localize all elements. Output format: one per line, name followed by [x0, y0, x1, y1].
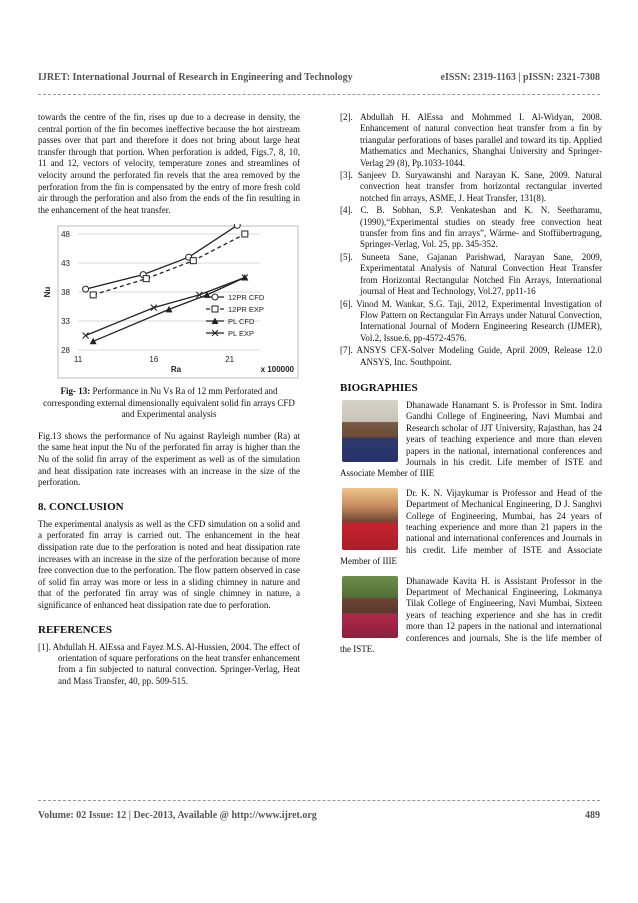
reference-5: [5]. Suneeta Sane, Gajanan Parishwad, Narayan Sane, 2009, Experimentatal Analysis of Natural Convection Heat Transfer from Horizontal Rectangular Notched Fin Arrays, International journal of Heat and Technology, Vol.27, pp11-16 — [340, 251, 602, 297]
data-point — [212, 294, 218, 300]
bio-text: Dhanawade Hanamant S. is Professor in Smt. Indira Gandhi College of Engineering, Navi Mumbai and Research scholar of JJT University, Rajasthan, has 24 years of teaching experience and more than eleven papers in the national, international conferences and Journals in his credit. Life member of ISTE and Associate Member of IIIE — [340, 399, 602, 479]
y-tick-label: 43 — [61, 259, 70, 269]
x-tick-label: 16 — [149, 355, 159, 365]
data-point — [190, 258, 196, 264]
reference-2: [2]. Abdullah H. AlEssa and Mohmmed I. Al-Widyan, 2008. Enhancement of natural convection heat transfer from a fin by triangular perforations of bases parallel and toward its tip. Applied Mathematics and Mechanics, Shanghai University and Springer-Verlag 29 (8), Pp.1033-1044. — [340, 112, 602, 168]
header-rule — [38, 94, 600, 95]
reference-4: [4]. C. B. Sobhan, S.P. Venkateshan and K. N. Seetharamu, (1990),“Experimental studies on steady free convection heat transfer from fins and fin arrays”, Wärme- and Stoffübertragung, Springer-Verlag, Vol. 25, pp. 345-352. — [340, 205, 602, 250]
intro-paragraph: towards the centre of the fin, rises up due to a decrease in density, the central portion of the fin becomes ineffective because the hot airstream passes over that part and therefore it does not bring about large heat transfer through that portion. When perforation is added, Figs.7, 8, 10, 11 and 12, vectors of velocity, temperature zones and streamlines of velocity around the perforated fin revels that the area removed by the perforation from the fin is compensated by the entry of more fresh cold air through the perforation and also from the ends of the fin resulting in the enhancement of the heat transfer. — [38, 112, 300, 215]
author-photo — [342, 576, 398, 638]
y-tick-label: 48 — [61, 230, 70, 240]
x-axis-label: Ra — [170, 365, 182, 375]
bio-2 — [340, 488, 602, 568]
bio-1 — [340, 400, 602, 480]
x-tick-label: 21 — [225, 355, 235, 365]
nu-vs-ra-chart — [38, 224, 300, 380]
figure-caption — [38, 386, 300, 421]
issn: eISSN: 2319-1163 | pISSN: 2321-7308 — [440, 72, 600, 83]
conclusion-heading: 8. CONCLUSION — [38, 500, 124, 513]
data-point — [234, 224, 240, 228]
references-heading: REFERENCES — [38, 623, 112, 636]
figure-caption-text: Performance in Nu Vs Ra of 12 mm Perforated and corresponding external dimensionally equivalent solid fin arrays CFD and Experimental analysis — [43, 386, 295, 420]
chart-svg — [38, 224, 300, 380]
author-photo — [342, 488, 398, 550]
footer-rule — [38, 800, 600, 801]
reference-1: [1]. Abdullah H. AlEssa and Fayez M.S. Al-Hussien, 2004. The effect of orientation of square perforations on the heat transfer enhancement from a fin subjected to natural convection. Springer-Verlag, Heat and Mass Transfer, 40, pp. 509-515. — [38, 641, 300, 686]
x-axis-multiplier: x 100000 — [260, 365, 294, 375]
bio-text: Dr. K. N. Vijaykumar is Professor and Head of the Department of Mechanical Engineering, D J. Sanghvi College of Engineering, Mumbai, has 24 years of teaching experience and more than 21 papers in the national and international conferences and Journals in his credit. Life member of ISTE and Associate Member of IIIE — [340, 487, 602, 567]
data-point — [143, 276, 149, 282]
chart-frame — [58, 226, 298, 378]
fig-paragraph: Fig.13 shows the performance of Nu against Rayleigh number (Ra) at the same heat input the Nu of the perforated fin array is higher than the Nu of the solid fin array of the experiment as well as of the simulation and heat dissipation rate increases with an increase in the size of the perforation. — [38, 430, 300, 488]
footer-volume: Volume: 02 Issue: 12 | Dec-2013, Available @ http://www.ijret.org — [38, 810, 317, 821]
reference-7: [7]. ANSYS CFX-Solver Modeling Guide, April 2009, Release 12.0 ANSYS, Inc. Southpoint. — [340, 345, 602, 367]
legend-entry: PL CFD — [228, 317, 255, 327]
reference-6: [6]. Vinod M. Wankar, S.G. Taji, 2012, Experimental Investigation of Flow Pattern on Rectangular Fin Arrays under Natural Convection, International Journal of Modern Engineering Research (IJMER), Vol.2, Issue.6, pp-4572-4576. — [340, 298, 602, 343]
bio-3 — [340, 576, 602, 656]
bio-text: Dhanawade Kavita H. is Assistant Professor in the Department of Mechanical Engineering, Lokmanya Tilak College of Engineering, Navi Mumbai, Sixteen years of teaching experience and she has in credit more than 12 papers in the national and international conferences and journals, She is the life member of the ISTE. — [340, 575, 602, 655]
biographies-heading: BIOGRAPHIES — [340, 381, 418, 394]
figure-caption-label: Fig- 13: — [60, 386, 91, 397]
page-header — [38, 72, 600, 83]
data-point — [83, 286, 89, 292]
y-tick-label: 28 — [61, 346, 70, 356]
reference-3: [3]. Sanjeev D. Suryawanshi and Narayan K. Sane, 2009. Natural convection heat transfer from horizontal rectangular inverted notched fin arrays, ASME, J. Heat Transfer, 131(8). — [340, 170, 602, 203]
conclusion-paragraph: The experimental analysis as well as the CFD simulation on a solid and a perforated fin array is carried out. The enhancement in the heat dissipation rate due to the perforation is noted and heat dissipation rate increases with an increase in the size of the perforation because of more free convection due to the perforation. The flow pattern observed in case of solid fin array was more or less in a sliding chimney in nature and that of the perforated fin array was of single chimney in nature, a significance of enhanced heat dissipation rate due to perforation. — [38, 518, 300, 610]
right-column — [340, 112, 602, 663]
data-point — [212, 306, 218, 312]
legend-entry: 12PR EXP — [228, 305, 264, 315]
y-tick-label: 38 — [61, 288, 70, 298]
page-number: 489 — [585, 810, 600, 821]
page-footer — [38, 810, 600, 821]
data-point — [242, 231, 248, 237]
y-axis-label: Nu — [43, 287, 52, 298]
journal-title: IJRET: International Journal of Research in Engineering and Technology — [38, 72, 353, 83]
legend-entry: PL EXP — [228, 329, 254, 339]
left-column — [38, 112, 300, 688]
author-photo — [342, 400, 398, 462]
x-tick-label: 11 — [73, 355, 83, 365]
data-point — [90, 292, 96, 298]
y-tick-label: 33 — [61, 317, 70, 327]
legend-entry: 12PR CFD — [228, 293, 265, 303]
